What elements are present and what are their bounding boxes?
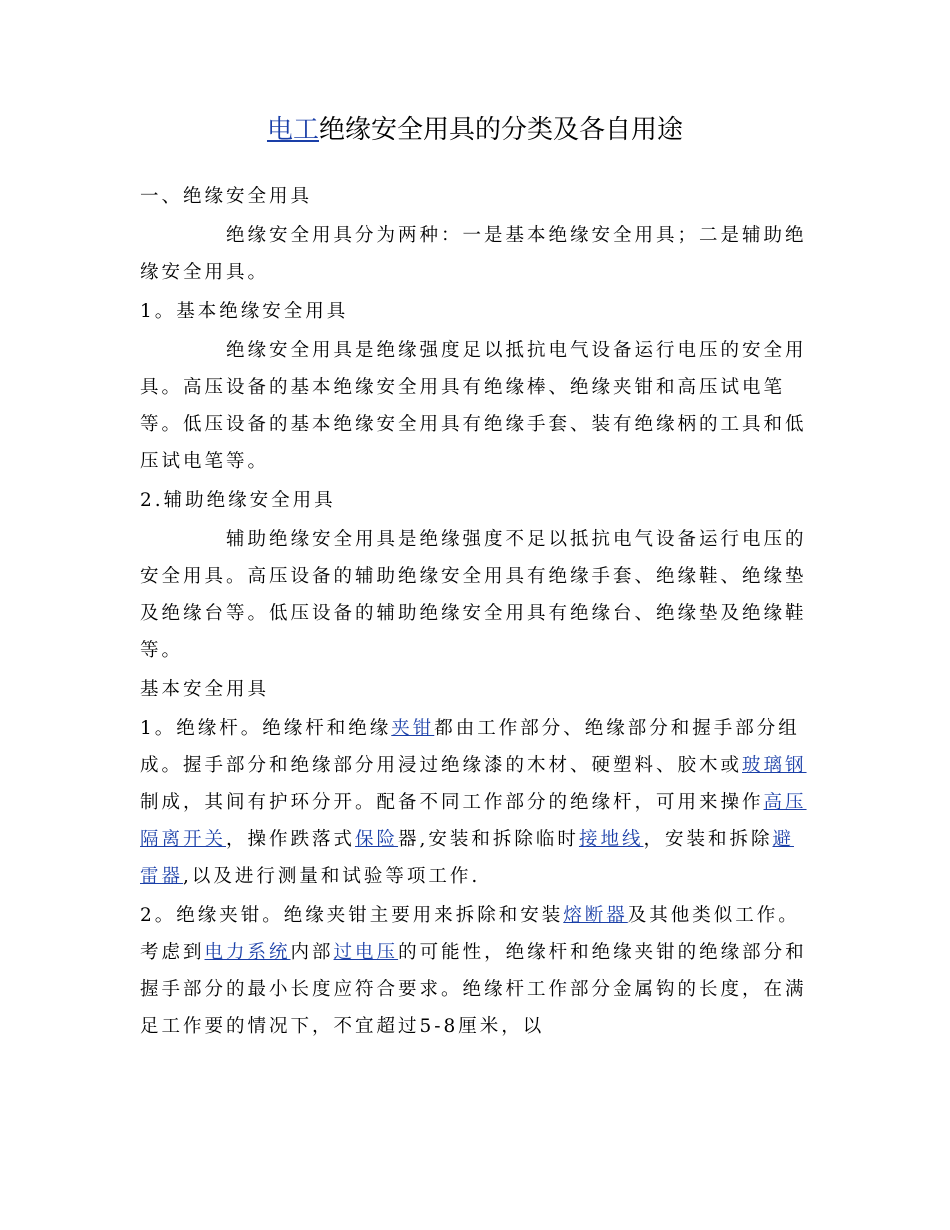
item2-text-4: 的可能性，绝缘杆和绝缘夹钳的绝缘部分和握手部分的最小长度应符合要求。绝缘杆工作部分金属钩的长度，在满足工作要的情况下，不宜超过5-8厘米，以 <box>140 942 807 1037</box>
link-hv-disconnect-switch[interactable]: 高压隔离开关 <box>140 792 807 850</box>
item-insulating-clamp <box>140 897 810 1045</box>
title-text: 绝缘安全用具的分类及各自用途 <box>319 115 684 145</box>
item1-text-2: 都由工作部分、绝缘部分和握手部分组成。握手部分和绝缘部分用浸过绝缘漆的木材、硬塑料、胶木或 <box>140 718 800 776</box>
section-heading: 一、绝缘安全用具 <box>140 186 313 207</box>
document-body <box>140 178 810 1047</box>
page-title <box>0 110 950 150</box>
item-insulating-rod <box>140 710 810 895</box>
item2-text-1: 2。绝缘夹钳。绝缘夹钳主要用来拆除和安装 <box>140 905 564 926</box>
subsection-text-auxiliary: 辅助绝缘安全用具是绝缘强度不足以抵抗电气设备运行电压的安全用具。高压设备的辅助绝缘安全用具有绝缘手套、绝缘鞋、绝缘垫及绝缘台等。低压设备的辅助绝缘安全用具有绝缘台、绝缘垫及绝缘鞋等。 <box>140 529 807 661</box>
link-clamp[interactable]: 夹钳 <box>391 718 435 739</box>
subsection-heading-basic: 1。基本绝缘安全用具 <box>140 301 349 322</box>
subsection-heading-auxiliary: 2.辅助绝缘安全用具 <box>140 490 336 511</box>
item1-text-1: 1。绝缘杆。绝缘杆和绝缘 <box>140 718 392 739</box>
link-fiberglass[interactable]: 玻璃钢 <box>742 755 807 776</box>
link-grounding-wire[interactable]: 接地线 <box>578 829 644 850</box>
basic-tools-heading: 基本安全用具 <box>140 679 270 700</box>
item1-text-6: ，安装和拆除 <box>643 829 773 850</box>
item1-text-4: ，操作跌落式 <box>226 829 356 850</box>
item1-text-3: 制成，其间有护环分开。配备不同工作部分的绝缘杆，可用来操作 <box>140 792 764 813</box>
title-link[interactable]: 电工 <box>266 115 319 145</box>
subsection-text-basic: 绝缘安全用具是绝缘强度足以抵抗电气设备运行电压的安全用具。高压设备的基本绝缘安全用具有绝缘棒、绝缘夹钳和高压试电笔等。低压设备的基本绝缘安全用具有绝缘手套、装有绝缘柄的工具和低压试电笔等。 <box>140 340 807 472</box>
section-intro: 绝缘安全用具分为两种：一是基本绝缘安全用具；二是辅助绝缘安全用具。 <box>140 225 807 283</box>
link-power-system[interactable]: 电力系统 <box>204 942 291 963</box>
link-fuse-cutout[interactable]: 熔断器 <box>563 905 628 926</box>
item2-text-3: 内部 <box>290 942 334 963</box>
item2-text-2: 及其他类似工作。考虑到 <box>140 905 800 963</box>
link-overvoltage[interactable]: 过电压 <box>333 942 399 963</box>
link-lightning-arrester[interactable]: 避雷器 <box>140 829 794 887</box>
item1-text-5: 器,安装和拆除临时 <box>398 829 579 850</box>
item1-text-7: ,以及进行测量和试验等项工作. <box>183 866 481 887</box>
link-fuse[interactable]: 保险 <box>355 829 399 850</box>
